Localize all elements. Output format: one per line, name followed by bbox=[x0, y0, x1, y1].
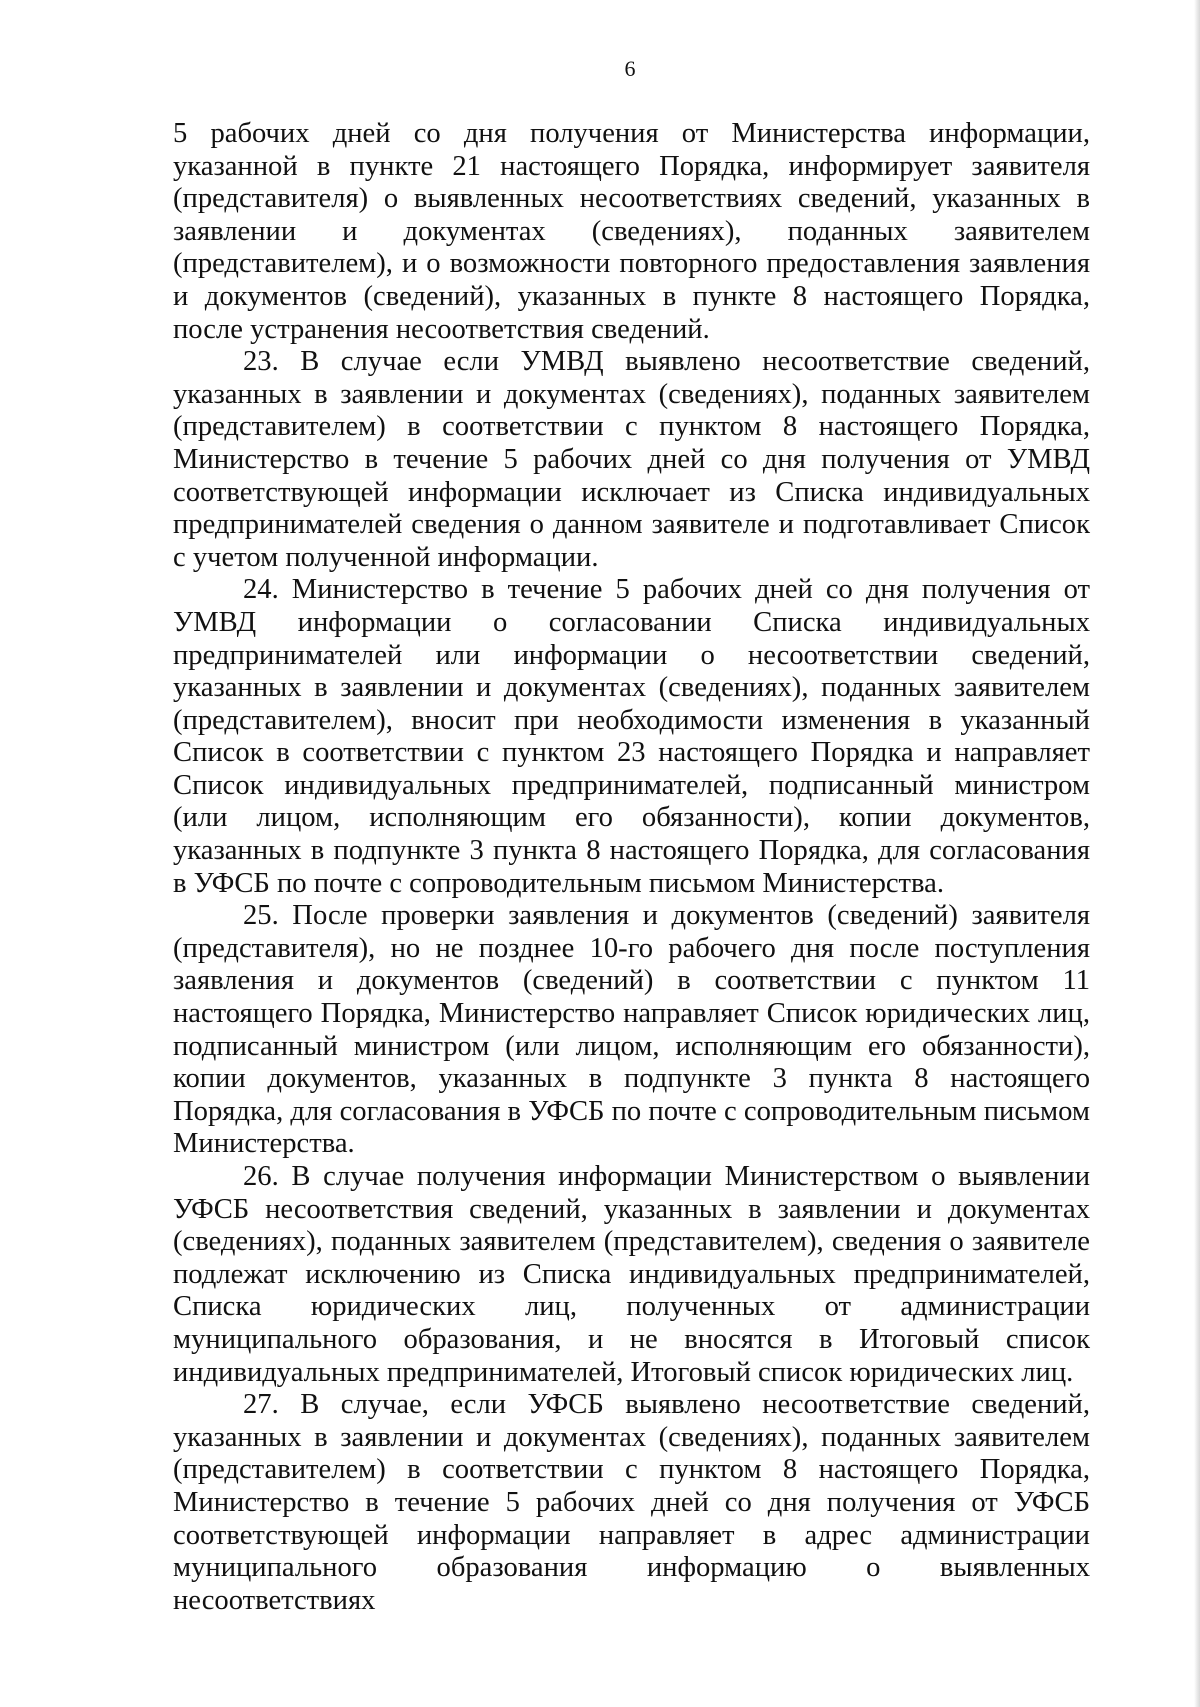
page-number: 6 bbox=[624, 56, 636, 81]
paragraph-26: 26. В случае получения информации Министерством о выявлении УФСБ несоответствия сведений, указанных в заявлении и документах (сведениях), поданных заявителем (представителем), сведения о заявителе подлежат исключению из Списка индивидуальных предпринимателей, Списка юридических лиц, полученных от администрации муниципального образования, и не вносятся в Итоговый список индивидуальных предпринимателей, Итоговый список юридических лиц. bbox=[173, 1161, 1090, 1388]
paragraph-27: 27. В случае, если УФСБ выявлено несоответствие сведений, указанных в заявлении и документах (сведениях), поданных заявителем (представителем) в соответствии с пунктом 8 настоящего Порядка, Министерство в течение 5 рабочих дней со дня получения от УФСБ соответствующей информации направляет в адрес администрации муниципального образования информацию о выявленных несоответствиях bbox=[173, 1389, 1090, 1616]
paragraph-continuation: 5 рабочих дней со дня получения от Министерства информации, указанной в пункте 21 настоящего Порядка, информирует заявителя (представителя) о выявленных несоответствиях сведений, указанных в заявлении и документах (сведениях), поданных заявителем (представителем), и о возможности повторного предоставления заявления и документов (сведений), указанных в пункте 8 настоящего Порядка, после устранения несоответствия сведений. bbox=[173, 118, 1090, 345]
document-body bbox=[173, 118, 1090, 1617]
page-edge-shadow bbox=[1194, 0, 1200, 1707]
paragraph-23: 23. В случае если УМВД выявлено несоответствие сведений, указанных в заявлении и документах (сведениях), поданных заявителем (представителем) в соответствии с пунктом 8 настоящего Порядка, Министерство в течение 5 рабочих дней со дня получения от УМВД соответствующей информации исключает из Списка индивидуальных предпринимателей сведения о данном заявителе и подготавливает Список с учетом полученной информации. bbox=[173, 346, 1090, 573]
paragraph-25: 25. После проверки заявления и документов (сведений) заявителя (представителя), но не позднее 10-го рабочего дня после поступления заявления и документов (сведений) в соответствии с пунктом 11 настоящего Порядка, Министерство направляет Список юридических лиц, подписанный министром (или лицом, исполняющим его обязанности), копии документов, указанных в подпункте 3 пункта 8 настоящего Порядка, для согласования в УФСБ по почте с сопроводительным письмом Министерства. bbox=[173, 900, 1090, 1160]
paragraph-24: 24. Министерство в течение 5 рабочих дней со дня получения от УМВД информации о согласовании Списка индивидуальных предпринимателей или информации о несоответствии сведений, указанных в заявлении и документах (сведениях), поданных заявителем (представителем), вносит при необходимости изменения в указанный Список в соответствии с пунктом 23 настоящего Порядка и направляет Список индивидуальных предпринимателей, подписанный министром (или лицом, исполняющим его обязанности), копии документов, указанных в подпункте 3 пункта 8 настоящего Порядка, для согласования в УФСБ по почте с сопроводительным письмом Министерства. bbox=[173, 574, 1090, 899]
